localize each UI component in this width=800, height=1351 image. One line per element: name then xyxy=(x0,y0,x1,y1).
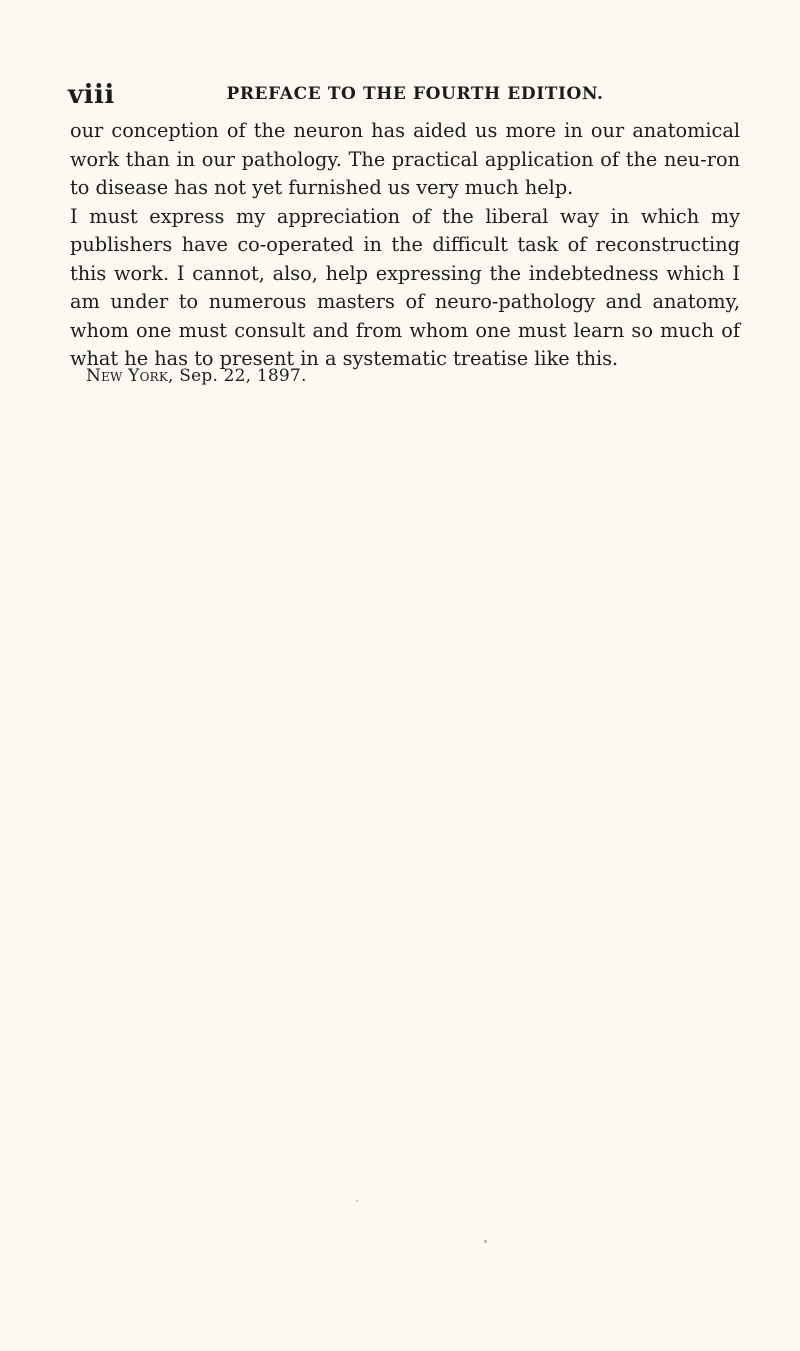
signature-date: Sep. 22, 1897. xyxy=(179,366,307,386)
signature-line xyxy=(86,366,307,386)
running-head: PREFACE TO THE FOURTH EDITION. xyxy=(226,84,604,104)
paper-speck xyxy=(484,1240,487,1243)
body-text xyxy=(70,117,740,374)
paragraph-continued: our conception of the neuron has aided us more in our anatomical work than in our pathology. The practical application of the neu-ron to disease has not yet furnished us very much help. xyxy=(70,119,740,199)
signature-place: New York, xyxy=(86,366,174,386)
paragraph-acknowledgement: I must express my appreciation of the liberal way in which my publishers have co-operated in the difficult task of reconstructing this work. I cannot, also, help expressing the indebtedness which I am under to numerous masters of neuro-pathology and anatomy, whom one must consult and from whom one must learn so much of what he has to present in a systematic treatise like this. xyxy=(70,204,740,370)
page-number: viii xyxy=(68,80,115,110)
paper-speck xyxy=(356,1200,358,1202)
